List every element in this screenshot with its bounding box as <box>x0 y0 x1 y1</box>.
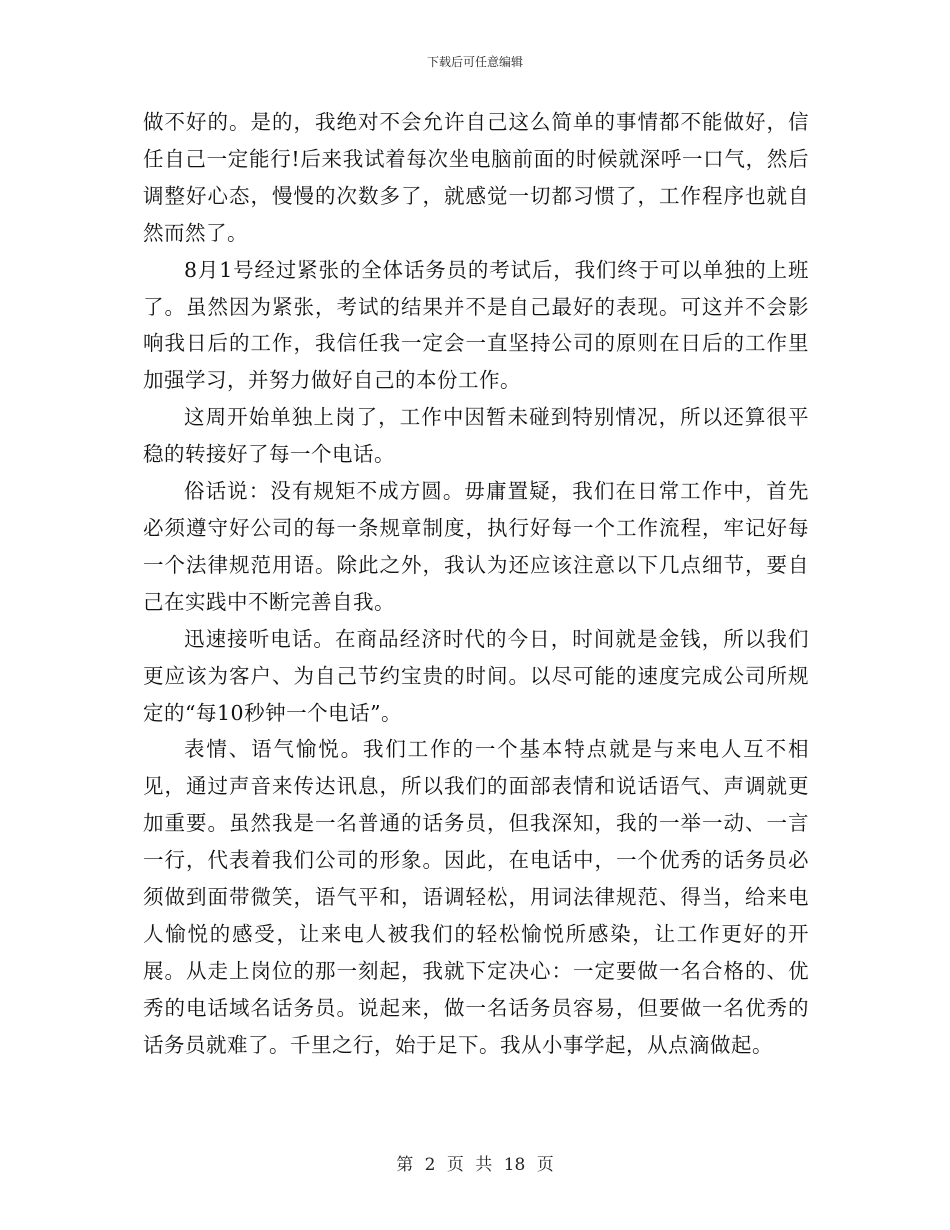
footer-page-prefix: 第 <box>396 1155 414 1175</box>
header-note: 下载后可任意编辑 <box>426 55 523 69</box>
footer-total-prefix: 共 <box>475 1155 493 1175</box>
paragraph-6: 表情、语气愉悦。我们工作的一个基本特点就是与来电人互不相见，通过声音来传达讯息，所以我们的面部表情和说话语气、声调就更加重要。虽然我是一名普通的话务员，但我深知，我的一举一动、一言一行，代表着我们公司的形象。因此，在电话中，一个优秀的话务员必须做到面带微笑，语气平和，语调轻松，用词法律规范、得当，给来电人愉悦的感受，让来电人被我们的轻松愉悦所感染，让工作更好的开展。从走上岗位的那一刻起，我就下定决心：一定要做一名合格的、优秀的电话域名话务员。说起来，做一名话务员容易，但要做一名优秀的话务员就难了。千里之行，始于足下。我从小事学起，从点滴做起。 <box>143 737 809 1057</box>
paragraph-1: 做不好的。是的，我绝对不会允许自己这么简单的事情都不能做好，信任自己一定能行!后来我试着每次坐电脑前面的时候就深呼一口气，然后调整好心态，慢慢的次数多了，就感觉一切都习惯了，工作程序也就自然而然了。 <box>143 110 809 245</box>
footer-total-word: 页 <box>536 1155 554 1175</box>
page-footer <box>0 1154 950 1176</box>
document-body <box>143 104 809 1064</box>
footer-page-word: 页 <box>446 1155 464 1175</box>
footer-page-number: 2 <box>424 1155 436 1175</box>
paragraph-2: 8月1号经过紧张的全体话务员的考试后，我们终于可以单独的上班了。虽然因为紧张，考试的结果并不是自己最好的表现。可这并不会影响我日后的工作，我信任我一定会一直坚持公司的原则在日后的工作里加强学习，并努力做好自己的本份工作。 <box>143 257 809 393</box>
paragraph-4: 俗话说：没有规矩不成方圆。毋庸置疑，我们在日常工作中，首先必须遵守好公司的每一条规章制度，执行好每一个工作流程，牢记好每一个法律规范用语。除此之外，我认为还应该注意以下几点细节，要自己在实践中不断完善自我。 <box>143 479 809 614</box>
footer-total-pages: 18 <box>503 1155 526 1175</box>
paragraph-3: 这周开始单独上岗了，工作中因暂未碰到特别情况，所以还算很平稳的转接好了每一个电话。 <box>143 405 809 467</box>
paragraph-5: 迅速接听电话。在商品经济时代的今日，时间就是金钱，所以我们更应该为客户、为自己节约宝贵的时间。以尽可能的速度完成公司所规定的“每10秒钟一个电话”。 <box>143 626 809 725</box>
